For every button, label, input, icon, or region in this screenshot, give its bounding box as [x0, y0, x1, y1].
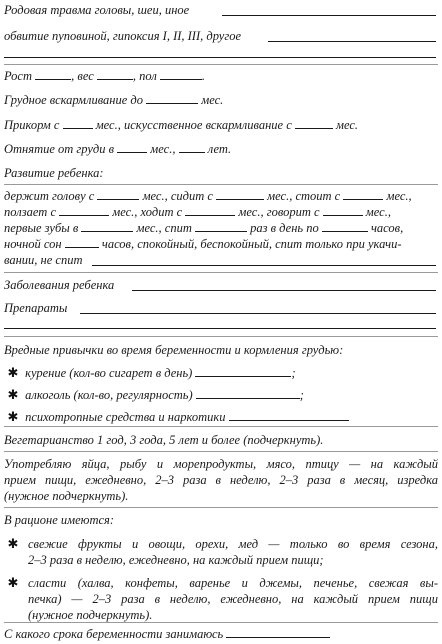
- development-line-3: первые зубы в мес., спит раз в день по часов,: [4, 221, 404, 235]
- weaning-years-field[interactable]: [179, 141, 205, 153]
- drugs-field[interactable]: [229, 409, 349, 421]
- bullet-icon: ✱: [7, 536, 19, 551]
- divider: [4, 622, 438, 623]
- breastfeeding-field[interactable]: [146, 92, 198, 104]
- divider: [4, 184, 438, 185]
- diseases-field[interactable]: [132, 289, 436, 291]
- sex-field[interactable]: [160, 68, 202, 80]
- holds-head-field[interactable]: [97, 188, 139, 200]
- bullet-icon: ✱: [7, 365, 19, 380]
- pregnancy-row: [4, 626, 438, 642]
- first-teeth-field[interactable]: [81, 220, 133, 232]
- supplement-mid: мес., искусственное вскармливание с: [95, 118, 292, 132]
- cord-field-line-2[interactable]: [4, 56, 436, 58]
- breastfeeding-row: [4, 92, 438, 108]
- talks-field[interactable]: [323, 204, 363, 216]
- supplement-label: Прикорм с: [4, 118, 60, 132]
- smoking-field[interactable]: [195, 365, 291, 377]
- medicines-field[interactable]: [80, 312, 436, 314]
- weaning-row: [4, 141, 438, 157]
- height-field[interactable]: [35, 68, 71, 80]
- diet-title: В рационе имеются:: [4, 513, 115, 527]
- birth-trauma-label: Родовая травма головы, шеи, иное: [4, 3, 190, 17]
- medicines-label: Препараты: [4, 301, 68, 315]
- supplement-start-field[interactable]: [63, 117, 93, 129]
- birth-trauma-field[interactable]: [222, 14, 436, 16]
- divider: [4, 336, 438, 337]
- crawls-field[interactable]: [59, 204, 109, 216]
- breastfeeding-label: Грудное вскармливание до: [4, 93, 143, 107]
- development-line-4: ночной сон часов, спокойный, беспокойный, спит только при укачи-: [4, 237, 402, 251]
- weaning-label: Отнятие от груди в: [4, 142, 115, 156]
- walks-field[interactable]: [185, 204, 235, 216]
- stands-field[interactable]: [343, 188, 383, 200]
- divider: [4, 507, 438, 508]
- measures-row: [4, 68, 438, 84]
- pregnancy-field[interactable]: [226, 626, 330, 638]
- night-sleep-field[interactable]: [65, 236, 99, 248]
- bullet-icon: ✱: [7, 409, 19, 424]
- diseases-label: Заболевания ребенка: [4, 278, 115, 292]
- height-label: Рост: [4, 69, 33, 83]
- divider: [4, 64, 438, 65]
- weaning-mid: мес.,: [150, 142, 176, 156]
- habit-drugs: ✱ психотропные средства и наркотики: [4, 409, 438, 425]
- bullet-icon: ✱: [7, 387, 19, 402]
- cord-field[interactable]: [268, 40, 436, 42]
- habit-smoking: ✱ курение (кол-во сигарет в день) ;: [4, 365, 438, 381]
- consume-line-1[interactable]: Употребляю яйца, рыбу и морепродукты, мясо, птицу — на каждый: [4, 457, 438, 471]
- supplement-row: [4, 117, 438, 133]
- sex-label: , пол: [132, 69, 157, 83]
- habits-title: Вредные привычки во время беременности и кормления грудью:: [4, 343, 344, 357]
- development-line-2: ползает с мес., ходит с мес., говорит с мес.,: [4, 205, 391, 219]
- naps-count-field[interactable]: [195, 220, 247, 232]
- pregnancy-label: С какого срока беременности занимаюсь: [4, 627, 224, 641]
- divider: [4, 426, 438, 427]
- diet-fruits[interactable]: ✱ свежие фрукты и овощи, орехи, мед — только во время сезона, 2–3 раза в неделю, ежедневно, на каждый прием пищи;: [4, 536, 438, 568]
- divider: [4, 272, 438, 273]
- medicines-field-line-2[interactable]: [4, 327, 436, 329]
- alcohol-field[interactable]: [196, 387, 300, 399]
- weaning-months-field[interactable]: [117, 141, 147, 153]
- weight-field[interactable]: [97, 68, 133, 80]
- development-line-5: вании, не спит: [4, 253, 83, 267]
- weight-label: , вес: [71, 69, 94, 83]
- breastfeeding-unit: мес.: [201, 93, 224, 107]
- nap-hours-field[interactable]: [322, 220, 368, 232]
- vegetarian-row[interactable]: Вегетарианство 1 год, 3 года, 5 лет и более (подчеркнуть).: [4, 433, 324, 447]
- cord-label: обвитие пуповиной, гипоксия I, II, III, другое: [4, 29, 242, 43]
- divider: [4, 451, 438, 452]
- consume-line-3: (нужное подчеркнуть).: [4, 489, 129, 503]
- development-title: Развитие ребенка:: [4, 166, 104, 180]
- no-sleep-field[interactable]: [92, 264, 436, 266]
- weaning-unit: лет.: [207, 142, 232, 156]
- habit-alcohol: ✱ алкоголь (кол-во, регулярность) ;: [4, 387, 438, 403]
- bullet-icon: ✱: [7, 575, 19, 590]
- measures-end: .: [201, 69, 206, 83]
- supplement-unit: мес.: [336, 118, 359, 132]
- consume-line-2[interactable]: прием пищи, ежедневно, 2–3 раза в неделю, 2–3 раза в месяц, изредка: [4, 473, 438, 487]
- diet-sweets[interactable]: ✱ сласти (халва, конфеты, варенье и джемы, печенье, свежая вы- печка) — 2–3 раза в неделю, ежедневно, на каждый прием пищи (нужное подчеркнуть).: [4, 575, 438, 623]
- sits-field[interactable]: [216, 188, 264, 200]
- artificial-feeding-field[interactable]: [295, 117, 333, 129]
- development-line-1: держит голову с мес., сидит с мес., стоит с мес.,: [4, 189, 412, 203]
